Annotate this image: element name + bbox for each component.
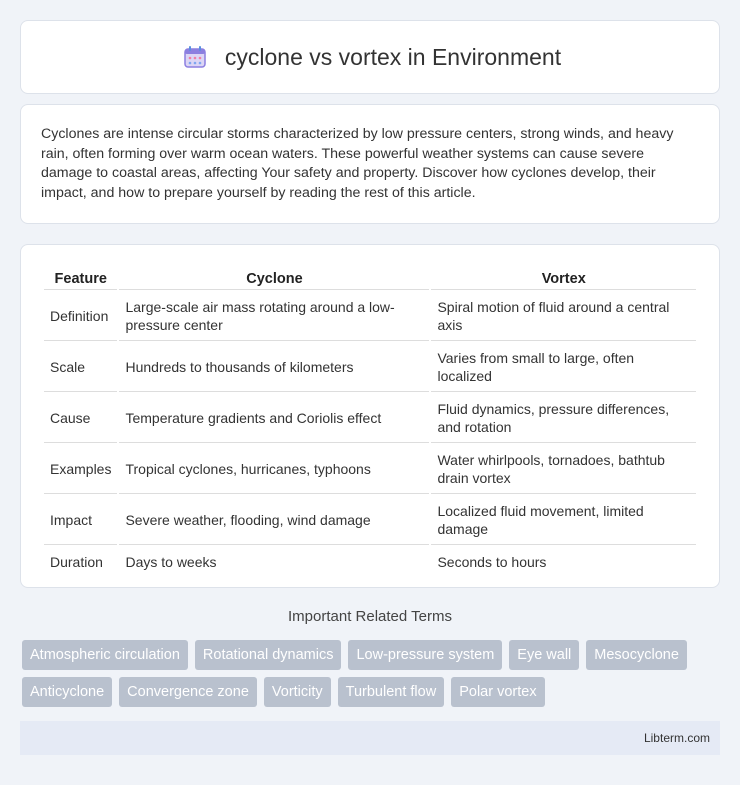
table-row [44, 445, 696, 494]
tag-polar-vortex[interactable]: Polar vortex [451, 677, 544, 707]
tag-turbulent-flow[interactable]: Turbulent flow [338, 677, 445, 707]
comparison-table [42, 265, 698, 579]
row-vortex: Water whirlpools, tornadoes, bathtub drain vortex [431, 445, 696, 494]
table-row [44, 496, 696, 545]
related-terms-tags [22, 640, 722, 707]
row-cyclone: Temperature gradients and Coriolis effect [119, 394, 429, 443]
comparison-table-card [20, 244, 720, 588]
row-vortex: Localized fluid movement, limited damage [431, 496, 696, 545]
page-title: cyclone vs vortex in Environment [224, 43, 562, 70]
row-vortex: Fluid dynamics, pressure differences, and rotation [431, 394, 696, 443]
tag-mesocyclone[interactable]: Mesocyclone [586, 640, 687, 670]
row-vortex: Spiral motion of fluid around a central axis [431, 292, 696, 341]
row-feature: Impact [44, 496, 117, 545]
tag-rotational-dynamics[interactable]: Rotational dynamics [195, 640, 342, 670]
row-cyclone: Tropical cyclones, hurricanes, typhoons [119, 445, 429, 494]
row-feature: Cause [44, 394, 117, 443]
tag-eye-wall[interactable]: Eye wall [509, 640, 579, 670]
row-vortex: Seconds to hours [437, 554, 547, 570]
tag-vorticity[interactable]: Vorticity [264, 677, 331, 707]
table-row [44, 394, 696, 443]
related-terms-title: Important Related Terms [288, 608, 452, 625]
row-feature: Definition [44, 292, 117, 341]
title-wrap [179, 41, 561, 73]
intro-card [20, 104, 720, 224]
row-feature: Scale [44, 343, 117, 392]
table-row [44, 343, 696, 392]
intro-text: Cyclones are intense circular storms characterized by low pressure centers, strong winds, and heavy rain, often forming over warm ocean waters. These powerful weather systems can cause severe damage to coastal areas, affecting Your safety and property. Discover how cyclones develop, their impact, and how to prepare yourself by reading the rest of this article. [41, 126, 674, 201]
header-feature: Feature [44, 267, 117, 290]
header-vortex: Vortex [431, 267, 696, 290]
tag-atmospheric-circulation[interactable]: Atmospheric circulation [22, 640, 188, 670]
row-cyclone: Large-scale air mass rotating around a low-pressure center [119, 292, 429, 341]
row-feature: Duration [50, 554, 103, 570]
tag-convergence-zone[interactable]: Convergence zone [119, 677, 257, 707]
calendar-icon [179, 41, 211, 73]
row-cyclone: Hundreds to thousands of kilometers [119, 343, 429, 392]
tag-anticyclone[interactable]: Anticyclone [22, 677, 112, 707]
table-row [44, 292, 696, 341]
footer [20, 721, 720, 755]
header-cyclone: Cyclone [119, 267, 429, 290]
row-cyclone: Days to weeks [125, 554, 217, 570]
tag-low-pressure-system[interactable]: Low-pressure system [348, 640, 502, 670]
row-vortex: Varies from small to large, often localized [431, 343, 696, 392]
table-header-row [44, 267, 696, 290]
row-feature: Examples [44, 445, 117, 494]
header-card [20, 20, 720, 94]
table-row [44, 547, 696, 577]
footer-site-link[interactable]: Libterm.com [643, 731, 710, 745]
row-cyclone: Severe weather, flooding, wind damage [119, 496, 429, 545]
